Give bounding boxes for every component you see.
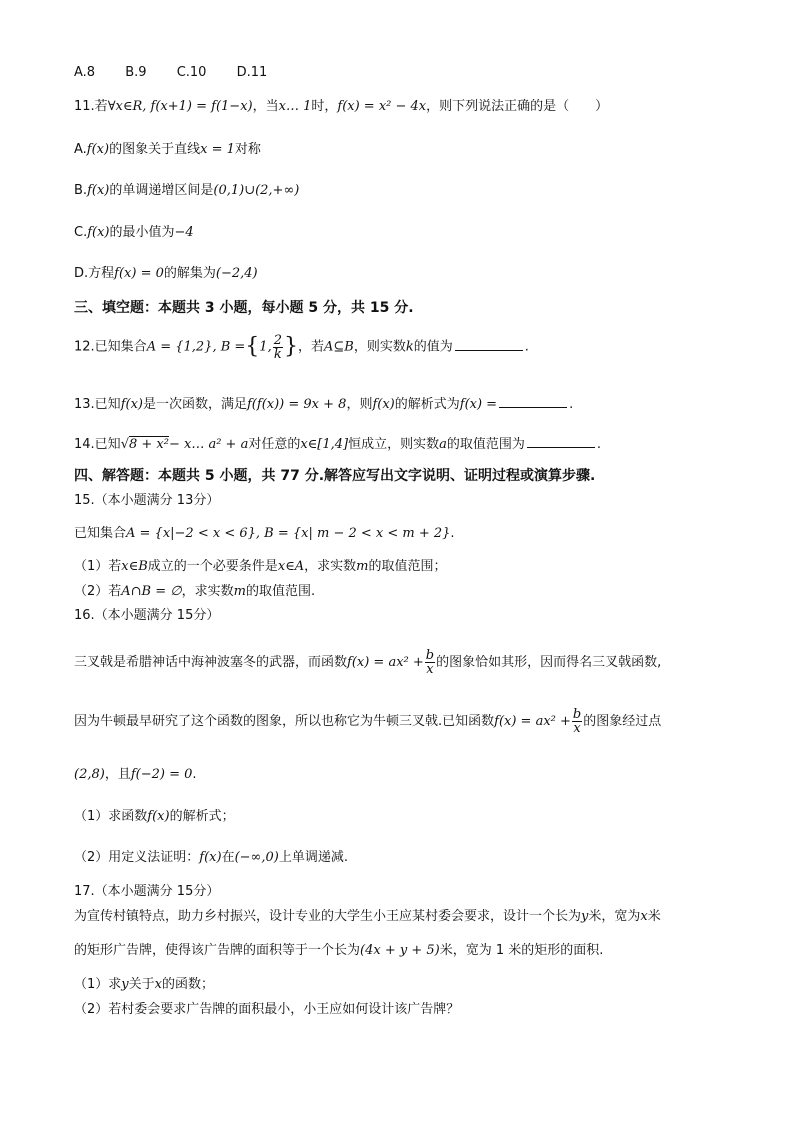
- q17-l2-prefix: 的矩形广告牌，使得该广告牌的面积等于一个长为: [74, 943, 361, 958]
- q15-given-math: A = {x|−2 < x < 6}, B = {x| m − 2 < x < m + 2}: [126, 526, 451, 541]
- q12-var: k: [405, 339, 414, 355]
- q13-f2: f(x): [372, 397, 395, 412]
- q15-p2-math: A∩B = ∅: [121, 584, 182, 599]
- section-3-heading: 三、填空题：本题共 3 小题，每小题 5 分，共 15 分.: [74, 300, 414, 316]
- q11-a-math2: x = 1: [200, 142, 235, 157]
- q16-p2-math2: (−∞,0): [234, 850, 279, 865]
- q11-mid2: 时，: [311, 99, 338, 114]
- q12: [74, 332, 529, 363]
- q12-brace-close: }: [283, 334, 298, 359]
- q15-p1-text3: 的取值范围；: [368, 559, 447, 574]
- q11-option-d: [74, 265, 258, 283]
- q17-p1-mid: 关于: [128, 977, 155, 992]
- q11-b-math: f(x): [87, 183, 110, 198]
- q11-d-math: f(x) = 0: [114, 266, 164, 281]
- q16-l1-num: b: [425, 648, 435, 663]
- q16-l3-math: (2,8): [74, 767, 105, 782]
- q12-answer-blank[interactable]: [455, 337, 523, 351]
- q13-eq: f(f(x)) = 9x + 8: [247, 397, 347, 412]
- q11-c-math: f(x): [87, 225, 110, 240]
- q14-dom: x∈[1,4]: [300, 437, 349, 452]
- q16-p2-text2: 上单调递减.: [278, 850, 349, 865]
- q16-p2-math: f(x): [199, 850, 222, 865]
- q14-end: .: [596, 437, 602, 452]
- q13-prefix: 13.已知: [74, 397, 121, 412]
- q10-options: [74, 64, 293, 82]
- q11-function: f(x) = x² − 4x: [337, 99, 427, 114]
- q11-a-text: 的图象关于直线: [109, 142, 201, 157]
- q10-option-b: B.9: [125, 65, 147, 80]
- q14-sqrt-body: 8 + x²: [128, 437, 169, 452]
- q17-l1-end: 米: [647, 909, 661, 924]
- q16-l2-fraction: [572, 708, 582, 735]
- q12-end: .: [524, 339, 529, 355]
- q12-frac-den: k: [273, 346, 282, 362]
- q14-t1: 对任意的: [248, 437, 301, 452]
- q14-answer-blank[interactable]: [527, 434, 595, 448]
- q12-brace-open: {: [245, 334, 260, 359]
- q16-l2-prefix: 因为牛顿最早研究了这个函数的图象，所以也称它为牛顿三叉戟.已知函数: [74, 714, 495, 729]
- q15-p2-var: m: [233, 584, 246, 599]
- q16-l2-suffix: 的图象经过点: [583, 714, 662, 729]
- q13-end: .: [569, 397, 574, 412]
- q11-d-math2: (−2,4): [215, 266, 258, 281]
- q17-p1-y: y: [121, 977, 129, 992]
- q15-p2-text2: 的取值范围.: [245, 584, 316, 599]
- q17-p1-x: x: [154, 977, 162, 992]
- q11-c-label: C.: [74, 225, 88, 240]
- q15-p1-text: 成立的一个必要条件是: [147, 559, 278, 574]
- q13-answer-blank[interactable]: [499, 394, 567, 408]
- q12-set-b-first: 1,: [259, 339, 272, 355]
- q17-l1-x: x: [640, 909, 648, 924]
- q17-l1-prefix: 为宣传村镇特点，助力乡村振兴，设计专业的大学生小王应某村委会要求，设计一个长为: [74, 909, 582, 924]
- q16-l3-end: .: [192, 767, 197, 782]
- q15-p1-math: x∈B: [121, 559, 148, 574]
- q12-cond: A⊆B: [324, 339, 354, 355]
- q16-l3-text: ，且: [104, 767, 131, 782]
- q15-title: 15.（本小题满分 13分）: [74, 493, 220, 508]
- q17-p1-prefix: （1）求: [74, 977, 122, 992]
- q16-l2-den: x: [573, 721, 581, 736]
- q16-part-2: [74, 849, 348, 867]
- q12-mid: ，若: [297, 339, 324, 355]
- q15-part-2: [74, 583, 315, 601]
- q11-a-math: f(x): [86, 142, 110, 157]
- q16-l1-fraction: [425, 649, 435, 676]
- q12-suffix: ，则实数: [353, 339, 406, 355]
- q16-line-2: [74, 707, 661, 737]
- q15-p1-var: m: [356, 559, 369, 574]
- q14-var: a: [439, 437, 447, 452]
- q17-p1-end: 的函数；: [162, 977, 215, 992]
- q13-f3: f(x) =: [459, 397, 498, 412]
- q16-l1-math: f(x) = ax² +: [347, 655, 424, 670]
- q16-part-1: [74, 808, 235, 826]
- q17-l1-mid: 米，宽为: [588, 909, 641, 924]
- q14-prefix: 14.已知: [74, 437, 121, 452]
- q11-d-label: D.方程: [74, 266, 115, 281]
- q17-l2-math: (4x + y + 5): [360, 943, 440, 958]
- q17-line-2: [74, 942, 603, 960]
- q12-prefix: 12.已知集合: [74, 339, 147, 355]
- q17-part-1: [74, 976, 214, 994]
- q11-a-label: A.: [74, 142, 87, 157]
- q17-l1-y: y: [581, 909, 589, 924]
- q15-p1-text2: ，求实数: [304, 559, 357, 574]
- q16-p1-prefix: （1）求函数: [74, 809, 148, 824]
- q11-b-math2: (0,1)∪(2,+∞): [213, 183, 300, 198]
- q11-d-text: 的解集为: [163, 266, 216, 281]
- q11-c-text: 的最小值为: [109, 225, 175, 240]
- q16-l1-prefix: 三叉戟是希腊神话中海神波塞冬的武器，而函数: [74, 655, 348, 670]
- q14-rest: − x… a² + a: [168, 437, 249, 452]
- q17-line-1: [74, 908, 661, 926]
- q12-fraction: [273, 334, 283, 361]
- q15-p2-prefix: （2）若: [74, 584, 122, 599]
- q11-cond: x… 1: [278, 99, 312, 114]
- q11-a-text2: 对称: [234, 142, 261, 157]
- q16-line-1: [74, 648, 661, 678]
- q14-t3: 的取值范围为: [446, 437, 525, 452]
- q10-option-c: C.10: [176, 65, 207, 80]
- q13-t3: 的解析式为: [394, 397, 460, 412]
- q16-p2-text: 在: [221, 850, 235, 865]
- q13-t2: ，则: [346, 397, 373, 412]
- q12-frac-num: 2: [273, 332, 282, 348]
- q16-title: 16.（本小题满分 15分）: [74, 608, 220, 623]
- q16-p2-prefix: （2）用定义法证明：: [74, 850, 200, 865]
- q16-l1-den: x: [426, 662, 434, 677]
- q11-option-b: [74, 182, 299, 200]
- q15-given: [74, 525, 455, 543]
- q15-p1-math2: x∈A: [277, 559, 305, 574]
- section-4-heading: 四、解答题：本题共 5 小题，共 77 分.解答应写出文字说明、证明过程或演算步骤.: [74, 468, 596, 484]
- q11-b-label: B.: [74, 183, 88, 198]
- q15-given-prefix: 已知集合: [74, 526, 127, 541]
- q15-p1-prefix: （1）若: [74, 559, 122, 574]
- q11-option-c: [74, 224, 194, 242]
- q11-mid: ，当: [252, 99, 279, 114]
- q16-p1-text: 的解析式；: [169, 809, 235, 824]
- q11-condition-math: ∀x∈R, f(x+1) = f(1−x): [107, 99, 253, 114]
- q16-l3-math2: f(−2) = 0: [130, 767, 193, 782]
- q15-given-end: .: [450, 526, 455, 541]
- q12-set-a: A = {1,2}, B =: [146, 339, 246, 355]
- q14-t2: 恒成立，则实数: [348, 437, 440, 452]
- q10-option-a: A.8: [74, 65, 96, 80]
- q15-part-1: [74, 558, 447, 576]
- q11-b-text: 的单调递增区间是: [109, 183, 214, 198]
- q15-p2-text: ，求实数: [181, 584, 234, 599]
- q11-prefix: 11.若: [74, 99, 108, 114]
- q11-c-math2: −4: [174, 225, 194, 240]
- q12-suffix2: 的值为: [413, 339, 453, 355]
- q14: [74, 434, 601, 454]
- q17-part-2: （2）若村委会要求广告牌的面积最小，小王应如何设计该广告牌？: [74, 1002, 460, 1017]
- q13: [74, 394, 573, 414]
- q16-p1-math: f(x): [147, 809, 170, 824]
- q16-line-3: [74, 766, 197, 784]
- q16-l1-suffix: 的图象恰如其形，因而得名三叉戟函数,: [436, 655, 662, 670]
- q11-option-a: [74, 141, 261, 159]
- q10-option-d: D.11: [236, 65, 268, 80]
- q17-title: 17.（本小题满分 15分）: [74, 884, 220, 899]
- q13-t1: 是一次函数，满足: [142, 397, 247, 412]
- q16-l2-math: f(x) = ax² +: [494, 714, 571, 729]
- q11-stem: [74, 98, 608, 116]
- q16-l2-num: b: [572, 707, 582, 722]
- q17-l2-suffix: 米，宽为 1 米的矩形的面积.: [439, 943, 604, 958]
- q13-f: f(x): [120, 397, 143, 412]
- q14-sqrt: √8 + x²: [120, 437, 169, 452]
- q11-suffix: ，则下列说法正确的是（ ）: [426, 99, 609, 114]
